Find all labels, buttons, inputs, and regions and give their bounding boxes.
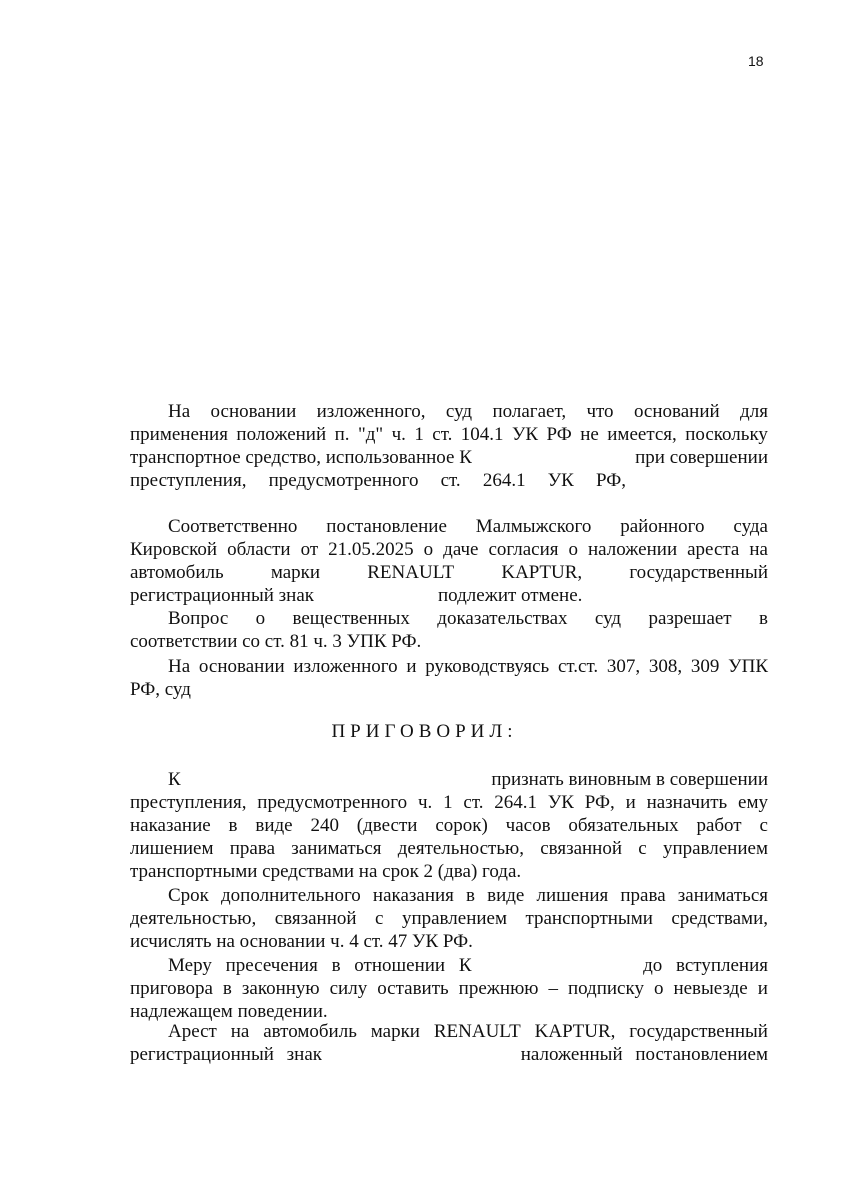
word: предусмотренного <box>268 470 419 491</box>
verdict-heading: ПРИГОВОРИЛ: <box>331 721 518 742</box>
p7-line-1-right: до вступления <box>643 955 768 976</box>
page-number: 18 <box>748 53 764 69</box>
p3-line-2: соответствии со ст. 81 ч. 3 УПК РФ. <box>130 631 422 652</box>
word: обязательных <box>568 815 679 836</box>
word: преступления, <box>130 792 247 813</box>
p6-line-1 <box>130 884 768 907</box>
word: основании <box>210 401 297 422</box>
word: и <box>625 792 636 813</box>
word: – <box>548 978 558 999</box>
word: Срок <box>168 885 209 906</box>
word: Вопрос <box>168 608 229 629</box>
word: о <box>568 539 579 560</box>
word: связанной <box>540 838 623 859</box>
word: RENAULT <box>367 562 455 583</box>
word: невыезде <box>673 978 748 999</box>
p1-line-2 <box>130 423 768 446</box>
word: дополнительного <box>221 885 361 906</box>
word: РФ, <box>584 792 615 813</box>
word: автомобиль <box>263 1021 357 1042</box>
word: заниматься <box>677 885 768 906</box>
word: согласия <box>488 539 559 560</box>
p8-line-2-right: наложенный постановлением <box>520 1044 768 1065</box>
word: в <box>758 608 768 629</box>
word: (двести <box>356 815 418 836</box>
word: Соответственно <box>168 516 298 537</box>
p1-line-3-left: транспортное средство, использованное К <box>130 447 472 468</box>
p1-line-3 <box>130 446 768 469</box>
word: не <box>580 424 599 445</box>
word: ст. <box>432 424 453 445</box>
word: УК <box>547 792 574 813</box>
word: руководствуясь <box>425 656 550 677</box>
word: УК <box>547 470 574 491</box>
word: УК <box>511 424 539 445</box>
word: с <box>759 815 768 836</box>
word: 307, <box>606 656 641 677</box>
word: полагает, <box>492 401 567 422</box>
word: автомобиль <box>130 562 224 583</box>
p3-line-1 <box>130 607 768 630</box>
p5-line-3 <box>130 814 768 837</box>
p6-line-2 <box>130 907 768 930</box>
word: изложенного <box>293 656 398 677</box>
p8-line-2 <box>130 1043 768 1066</box>
word: лишением <box>130 838 214 859</box>
word: законную <box>241 978 320 999</box>
word: для <box>740 401 768 422</box>
word: подписку <box>567 978 644 999</box>
word: имеется, <box>607 424 677 445</box>
word: KAPTUR, <box>501 562 583 583</box>
p2-line-2 <box>130 538 768 561</box>
word: транспортными <box>525 908 653 929</box>
word: связанной <box>274 908 357 929</box>
word: работ <box>696 815 742 836</box>
word: ч. <box>391 424 406 445</box>
word: вещественных <box>292 608 410 629</box>
word: наложении <box>588 539 678 560</box>
word: Малмыжского <box>475 516 592 537</box>
word: виде <box>487 885 525 906</box>
word: области <box>227 539 291 560</box>
word: ареста <box>687 539 740 560</box>
word: п. <box>334 424 350 445</box>
p1-line-4 <box>130 469 626 492</box>
word: что <box>586 401 614 422</box>
p5-line-1-left: К <box>168 769 181 790</box>
p5-line-2 <box>130 791 768 814</box>
word: 104.1 <box>460 424 504 445</box>
word: суд <box>594 608 622 629</box>
word: "д" <box>357 424 384 445</box>
word: оставить <box>377 978 449 999</box>
word: средствами, <box>671 908 768 929</box>
word: 21.05.2025 <box>328 539 414 560</box>
word: ст.ст. <box>557 656 599 677</box>
word: 309 <box>690 656 720 677</box>
word: и <box>757 978 768 999</box>
word: силу <box>329 978 368 999</box>
word: часов <box>505 815 551 836</box>
word: права <box>620 885 666 906</box>
word: в <box>228 815 238 836</box>
p2-line-4 <box>130 584 768 607</box>
word: о <box>255 608 266 629</box>
word: 264.1 <box>482 470 526 491</box>
p2-line-4-left: регистрационный знак <box>130 585 314 606</box>
word: поскольку <box>685 424 768 445</box>
word: с <box>375 908 384 929</box>
word: ч. <box>417 792 433 813</box>
p6-line-3: исчислять на основании ч. 4 ст. 47 УК РФ. <box>130 931 473 952</box>
word: ему <box>738 792 768 813</box>
p7-line-1 <box>130 954 768 977</box>
word: Кировской <box>130 539 218 560</box>
word: в <box>222 978 232 999</box>
p5-line-5: транспортными средствами на срок 2 (два) года. <box>130 861 522 882</box>
p7-line-2 <box>130 977 768 1000</box>
p1-line-3-right: при совершении <box>635 447 768 468</box>
word: государственный <box>629 1021 768 1042</box>
word: приговора <box>130 978 213 999</box>
word: KAPTUR, <box>534 1021 616 1042</box>
word: от <box>300 539 319 560</box>
word: наказания <box>372 885 454 906</box>
word: На <box>168 656 191 677</box>
word: положений <box>236 424 327 445</box>
word: государственный <box>629 562 768 583</box>
word: марки <box>270 562 321 583</box>
p5-line-4 <box>130 837 768 860</box>
word: лишения <box>536 885 609 906</box>
p1-line-1 <box>130 400 768 423</box>
p2-line-4-right: подлежит отмене. <box>438 585 583 606</box>
p5-line-1 <box>130 768 768 791</box>
word: права <box>229 838 276 859</box>
word: на <box>230 1021 250 1042</box>
p4-line-2: РФ, суд <box>130 679 191 700</box>
word: RENAULT <box>433 1021 521 1042</box>
word: управлением <box>662 838 768 859</box>
word: о <box>653 978 664 999</box>
word: даче <box>443 539 479 560</box>
word: наказание <box>130 815 211 836</box>
word: управлением <box>401 908 507 929</box>
word: деятельностью, <box>397 838 524 859</box>
p7-line-3: надлежащем поведении. <box>130 1001 328 1022</box>
p2-line-1 <box>130 515 768 538</box>
word: На <box>168 401 191 422</box>
word: в <box>466 885 475 906</box>
p8-line-2-left: регистрационный знак <box>130 1044 322 1065</box>
word: деятельностью, <box>130 908 257 929</box>
word: суда <box>733 516 768 537</box>
word: прежнюю <box>458 978 539 999</box>
word: виде <box>255 815 293 836</box>
word: 1 <box>414 424 424 445</box>
word: 240 <box>310 815 339 836</box>
p7-line-1-left: Меру пресечения в отношении К <box>168 955 472 976</box>
word: разрешает <box>648 608 732 629</box>
word: районного <box>620 516 705 537</box>
p4-line-1 <box>130 655 768 678</box>
word: УПК <box>728 656 768 677</box>
p2-line-3 <box>130 561 768 584</box>
word: доказательствах <box>437 608 568 629</box>
word: применения <box>130 424 228 445</box>
word: ст. <box>463 792 484 813</box>
word: основании <box>198 656 285 677</box>
word: предусмотренного <box>257 792 408 813</box>
word: на <box>749 539 768 560</box>
word: марки <box>370 1021 420 1042</box>
word: сорок) <box>435 815 488 836</box>
p5-line-1-right: признать виновным в совершении <box>491 769 768 790</box>
word: ст. <box>440 470 461 491</box>
word: постановление <box>326 516 447 537</box>
word: суд <box>445 401 473 422</box>
word: РФ <box>546 424 572 445</box>
word: с <box>638 838 647 859</box>
word: 264.1 <box>494 792 538 813</box>
word: о <box>423 539 434 560</box>
word: 308, <box>648 656 683 677</box>
p8-line-1 <box>130 1020 768 1043</box>
word: 1 <box>443 792 453 813</box>
word: РФ, <box>595 470 626 491</box>
word: преступления, <box>130 470 247 491</box>
word: изложенного, <box>316 401 426 422</box>
word: оснований <box>633 401 720 422</box>
word: назначить <box>646 792 728 813</box>
word: и <box>406 656 417 677</box>
word: Арест <box>168 1021 217 1042</box>
word: заниматься <box>291 838 382 859</box>
